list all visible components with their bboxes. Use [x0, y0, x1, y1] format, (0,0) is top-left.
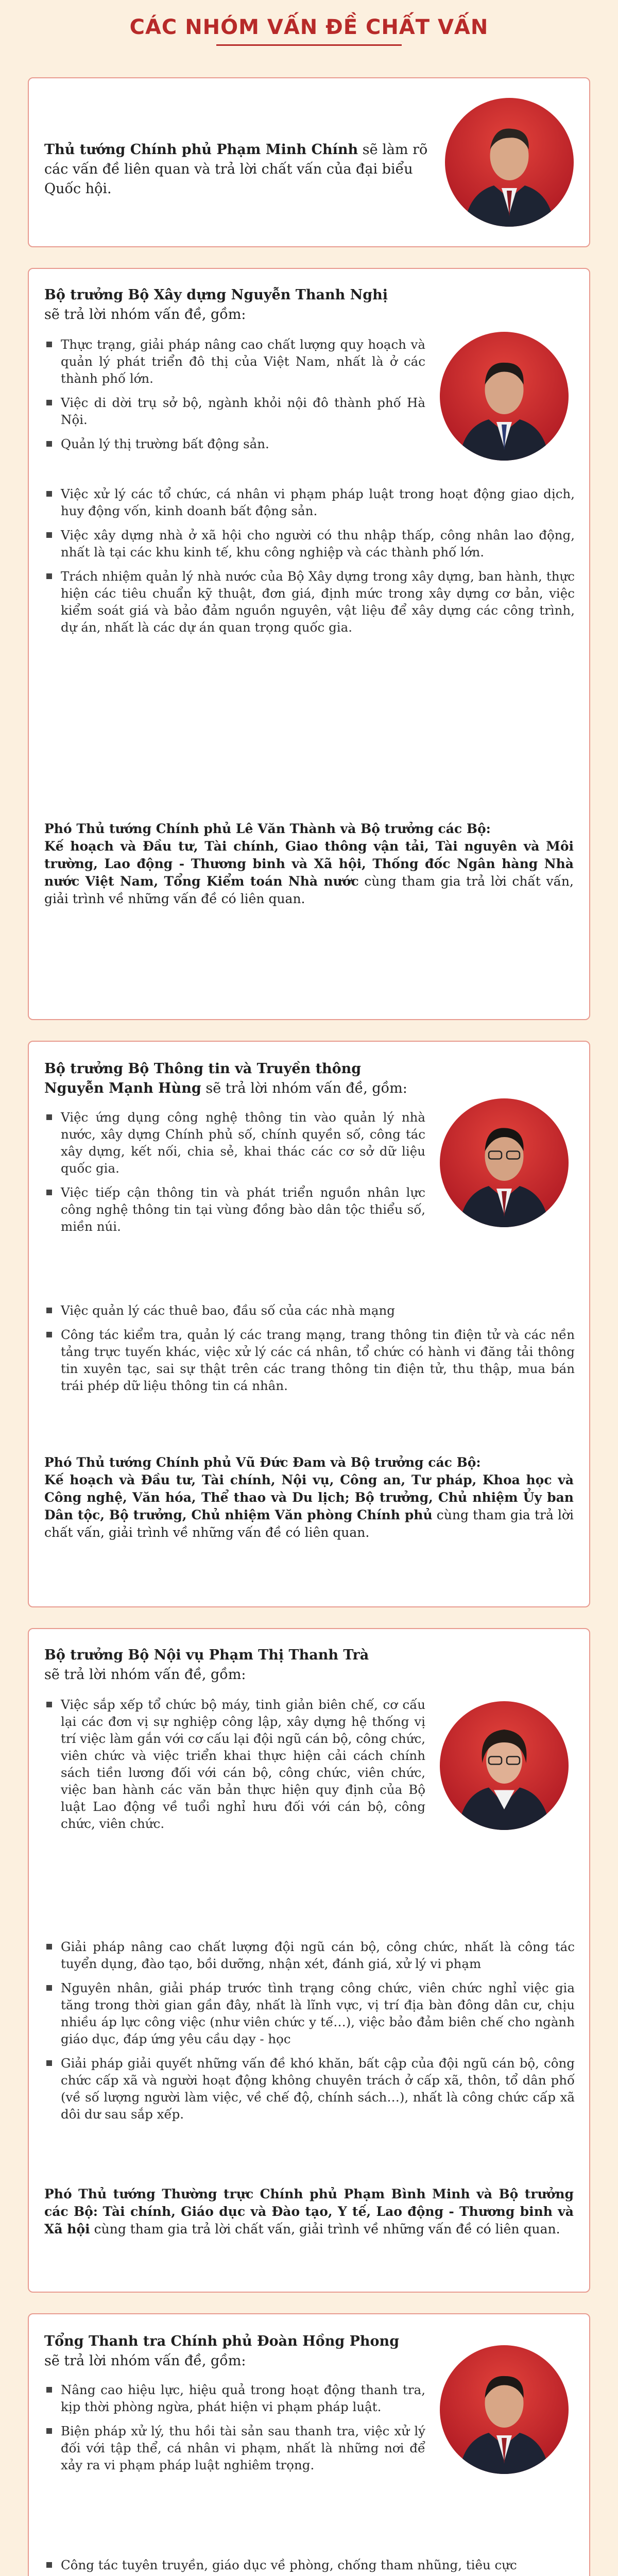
official-portrait	[440, 1701, 569, 1830]
person-portrait-icon	[440, 332, 569, 461]
section-card-information	[28, 1041, 590, 1607]
section-card-construction	[28, 268, 590, 1020]
joint-intro: Phó Thủ tướng Thường trực Chính phủ Phạm Bình Minh và Bộ trưởng các Bộ:	[44, 2187, 574, 2219]
official-name: Bộ trưởng Bộ Thông tin và Truyền thông Nguyễn Mạnh Hùng	[44, 1061, 362, 1096]
issue-item: Thực trạng, giải pháp nâng cao chất lượng quy hoạch và quản lý phát triển đô thị của Việt Nam, nhất là ở các thành phố lớn.	[44, 336, 425, 387]
issue-item: Việc di dời trụ sở bộ, ngành khỏi nội đô thành phố Hà Nội.	[44, 394, 425, 428]
issue-item: Công tác kiểm tra, quản lý các trang mạng, trang thông tin điện tử và các nền tảng trực tuyến khác, việc xử lý các cá nhân, tổ chức có hành vi đăng tải thông tin xuyên tạc, sai sự thật trên các trang thông tin điện tử, thu thập, mua bán trái phép dữ liệu thông tin cá nhân.	[44, 1326, 575, 1394]
section-intro: sẽ trả lời nhóm vấn đề, gồm:	[205, 1080, 407, 1096]
official-name: Thủ tướng Chính phủ Phạm Minh Chính	[44, 142, 358, 158]
issue-item: Nâng cao hiệu lực, hiệu quả trong hoạt động thanh tra, kịp thời phòng ngừa, phát hiện vi phạm pháp luật.	[44, 2381, 425, 2415]
person-portrait-icon	[440, 2345, 569, 2474]
joint-ministries: Kế hoạch và Đầu tư, Tài chính, Giao thông vận tải, Tài nguyên và Môi trường, Lao động - Thương binh và Xã hội, Thống đốc Ngân hàng Nhà nước Việt Nam, Tổng Kiểm toán Nhà nước	[44, 839, 574, 889]
issue-item: Việc sắp xếp tổ chức bộ máy, tinh giản biên chế, cơ cấu lại các đơn vị sự nghiệp công lập, xây dựng hệ thống vị trí việc làm gắn với cơ cấu lại đội ngũ cán bộ, công chức, viên chức và việc triển khai thực hiện cải cách chính sách tiền lương đối với cán bộ, công chức, viên chức, việc ban hành các văn bản thực hiện quy định của Bộ luật Lao động về tuổi nghỉ hưu đối với cán bộ, công chức, viên chức.	[44, 1696, 425, 1832]
joint-responders	[44, 2185, 574, 2238]
issue-list	[44, 1696, 425, 1839]
page-title: CÁC NHÓM VẤN ĐỀ CHẤT VẤN	[129, 15, 489, 39]
issue-list	[44, 1109, 425, 1242]
joint-ministries: Tài chính, Giáo dục và Đào tạo, Y tế, Lao động - Thương binh và Xã hội	[44, 2204, 574, 2236]
joint-intro: Phó Thủ tướng Chính phủ Lê Văn Thành và Bộ trưởng các Bộ:	[44, 821, 491, 836]
issue-list-wide	[44, 1938, 575, 2130]
issue-item: Việc tiếp cận thông tin và phát triển nguồn nhân lực công nghệ thông tin tại vùng đồng bào dân tộc thiểu số, miền núi.	[44, 1184, 425, 1235]
person-portrait-icon	[440, 1098, 569, 1227]
issue-list-wide	[44, 1302, 575, 1401]
issue-item: Giải pháp giải quyết những vấn đề khó khăn, bất cập của đội ngũ cán bộ, công chức cấp xã và người hoạt động không chuyên trách ở cấp xã, thôn, tổ dân phố (về số lượng người làm việc, về chế độ, chính sách…), nhất là công chức cấp xã dôi dư sau sắp xếp.	[44, 2055, 575, 2123]
official-portrait	[440, 2345, 569, 2474]
joint-tail: cùng tham gia trả lời chất vấn, giải trình về những vấn đề có liên quan.	[44, 1507, 574, 1540]
official-name: Bộ trưởng Bộ Xây dựng Nguyễn Thanh Nghị	[44, 287, 388, 303]
official-portrait	[440, 332, 569, 461]
joint-intro: Phó Thủ tướng Chính phủ Vũ Đức Đam và Bộ trưởng các Bộ:	[44, 1455, 481, 1470]
section-head	[44, 285, 575, 325]
issue-list-wide	[44, 485, 575, 643]
section-head	[44, 140, 436, 199]
section-card-home-affairs	[28, 1628, 590, 2293]
issue-list-wide	[44, 2556, 575, 2576]
issue-item: Nguyên nhân, giải pháp trước tình trạng công chức, viên chức nghỉ việc gia tăng trong thời gian gần đây, nhất là lĩnh vực, vị trí địa bàn đông dân cư, chịu nhiều áp lực công việc (như viên chức y tế…), việc bảo đảm biên chế cho ngành giáo dục, đáp ứng yêu cầu dạy - học	[44, 1979, 575, 2047]
issue-list	[44, 336, 425, 460]
section-intro: sẽ trả lời nhóm vấn đề, gồm:	[44, 2353, 246, 2369]
section-card-inspectorate	[28, 2313, 590, 2576]
joint-responders	[44, 820, 574, 908]
issue-item: Việc ứng dụng công nghệ thông tin vào quản lý nhà nước, xây dựng Chính phủ số, chính quyền số, công tác xây dựng, kết nối, chia sẻ, khai thác các cơ sở dữ liệu quốc gia.	[44, 1109, 425, 1177]
section-intro: sẽ trả lời nhóm vấn đề, gồm:	[44, 307, 246, 323]
section-intro: sẽ trả lời nhóm vấn đề, gồm:	[44, 1667, 246, 1683]
person-portrait-icon	[445, 98, 574, 227]
issue-item: Công tác tuyên truyền, giáo dục về phòng, chống tham nhũng, tiêu cực	[44, 2556, 575, 2573]
issue-item: Việc quản lý các thuê bao, đầu số của các nhà mạng	[44, 1302, 575, 1319]
joint-tail: cùng tham gia trả lời chất vấn, giải trình về những vấn đề có liên quan.	[94, 2222, 560, 2236]
issue-list	[44, 2381, 425, 2481]
section-intro: sẽ làm rõ các vấn đề liên quan và trả lời chất vấn của đại biểu Quốc hội.	[44, 142, 428, 197]
official-portrait	[445, 98, 574, 227]
section-head	[44, 2332, 425, 2371]
official-name: Bộ trưởng Bộ Nội vụ Phạm Thị Thanh Trà	[44, 1647, 369, 1663]
issue-item: Giải pháp nâng cao chất lượng đội ngũ cán bộ, công chức, nhất là công tác tuyển dụng, đào tạo, bồi dưỡng, nhận xét, đánh giá, xử lý vi phạm	[44, 1938, 575, 1972]
section-head	[44, 1059, 425, 1098]
person-portrait-icon	[440, 1701, 569, 1830]
joint-responders	[44, 1454, 574, 1541]
title-underline	[216, 44, 402, 46]
issue-item: Việc xử lý các tổ chức, cá nhân vi phạm pháp luật trong hoạt động giao dịch, huy động vốn, kinh doanh bất động sản.	[44, 485, 575, 519]
issue-item: Trách nhiệm quản lý nhà nước của Bộ Xây dựng trong xây dựng, ban hành, thực hiện các tiêu chuẩn kỹ thuật, đơn giá, định mức trong xây dựng cơ bản, việc kiểm soát giá và bảo đảm nguồn nguyên, vật liệu để xây dựng các công trình, dự án, nhất là các dự án quan trọng quốc gia.	[44, 568, 575, 636]
issue-item: Việc xây dựng nhà ở xã hội cho người có thu nhập thấp, công nhân lao động, nhất là tại các khu kinh tế, khu công nghiệp và các thành phố lớn.	[44, 527, 575, 561]
issue-item: Biện pháp xử lý, thu hồi tài sản sau thanh tra, việc xử lý đối với tập thể, cá nhân vi phạm, nhất là những nơi để xảy ra vi phạm pháp luật nghiêm trọng.	[44, 2422, 425, 2473]
issue-item: Quản lý thị trường bất động sản.	[44, 435, 425, 452]
joint-ministries: Kế hoạch và Đầu tư, Tài chính, Nội vụ, Công an, Tư pháp, Khoa học và Công nghệ, Văn hóa, Thể thao và Du lịch; Bộ trưởng, Chủ nhiệm Ủy ban Dân tộc, Bộ trưởng, Chủ nhiệm Văn phòng Chính phủ	[44, 1472, 574, 1522]
section-head	[44, 1646, 575, 1685]
joint-tail: cùng tham gia trả lời chất vấn, giải trình về những vấn đề có liên quan.	[44, 874, 574, 906]
official-name: Tổng Thanh tra Chính phủ Đoàn Hồng Phong	[44, 2333, 400, 2349]
official-portrait	[440, 1098, 569, 1227]
section-card-pm	[28, 77, 590, 247]
